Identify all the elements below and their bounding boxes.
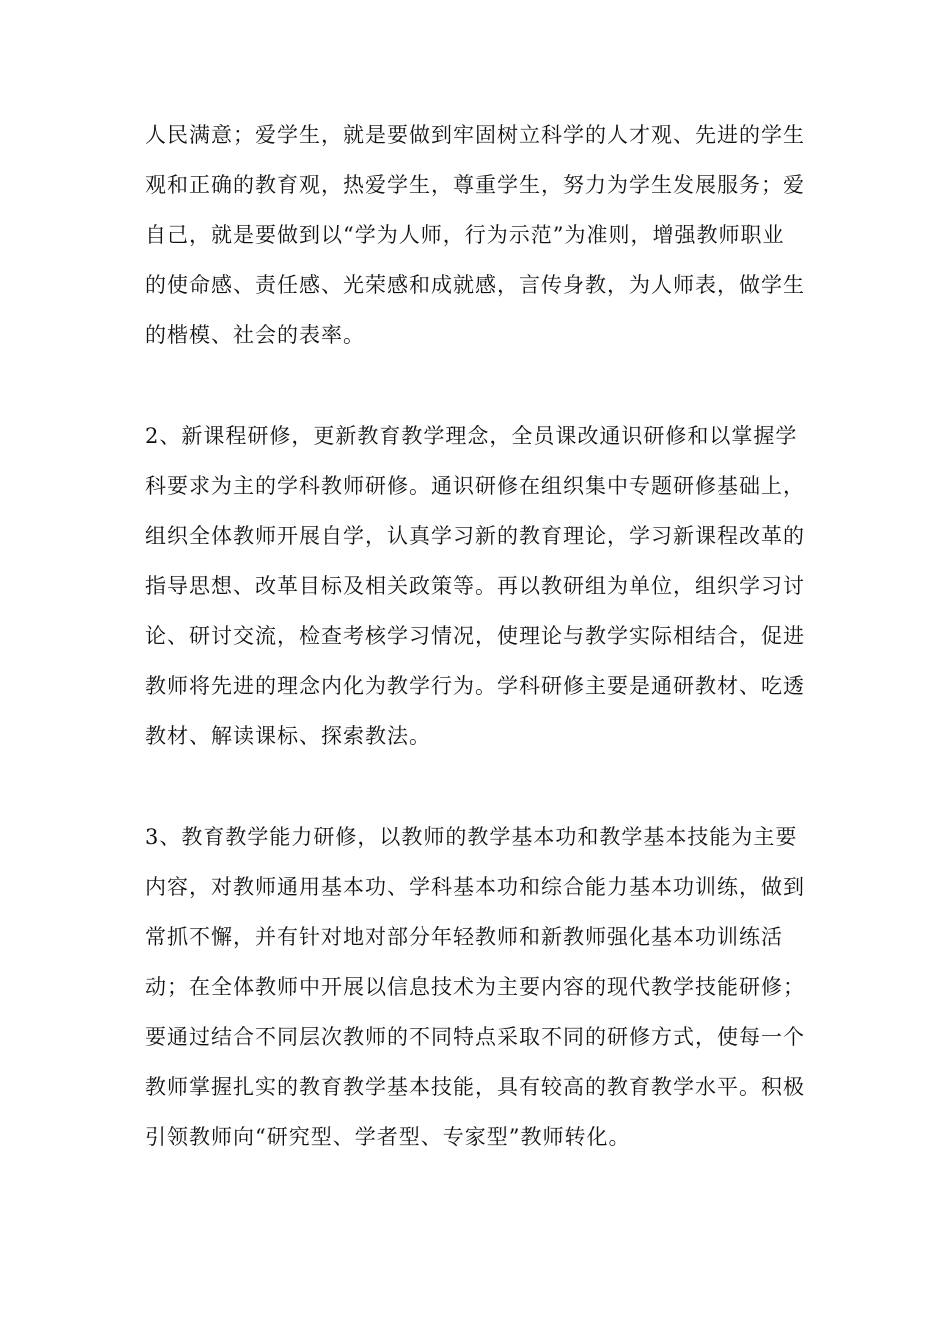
text-line: 论、研讨交流，检查考核学习情况，使理论与教学实际相结合，促进: [145, 624, 805, 648]
text-line: 教师将先进的理念内化为教学行为。学科研修主要是通研教材、吃透: [145, 674, 805, 698]
text-line: 常抓不懈，并有针对地对部分年轻教师和新教师强化基本功训练活: [145, 925, 783, 949]
paragraph-teaching-ability: [145, 812, 810, 1162]
text-line: 人民满意；爱学生，就是要做到牢固树立科学的人才观、先进的学生: [145, 123, 805, 147]
text-line: 观和正确的教育观，热爱学生，尊重学生，努力为学生发展服务；爱: [145, 173, 805, 197]
text-line: 科要求为主的学科教师研修。通识研修在组织集中专题研修基础上，: [145, 474, 805, 498]
text-line: 组织全体教师开展自学，认真学习新的教育理论，学习新课程改革的: [145, 524, 805, 548]
text-line: 3、教育教学能力研修，以教师的教学基本功和教学基本技能为主要: [145, 825, 798, 849]
text-line: 自己，就是要做到以“学为人师，行为示范”为准则，增强教师职业: [145, 223, 785, 247]
text-line: 要通过结合不同层次教师的不同特点采取不同的研修方式，使每一个: [145, 1025, 805, 1049]
paragraph-values: [145, 110, 810, 360]
text-line: 内容，对教师通用基本功、学科基本功和综合能力基本功训练，做到: [145, 875, 805, 899]
text-line: 的楷模、社会的表率。: [145, 323, 365, 347]
paragraph-new-curriculum: [145, 411, 810, 761]
text-line: 教师掌握扎实的教育教学基本技能，具有较高的教育教学水平。积极: [145, 1075, 805, 1099]
text-line: 教材、解读课标、探索教法。: [145, 724, 431, 748]
text-line: 的使命感、责任感、光荣感和成就感，言传身教，为人师表，做学生: [145, 273, 805, 297]
text-line: 动；在全体教师中开展以信息技术为主要内容的现代教学技能研修；: [145, 975, 805, 999]
text-line: 指导思想、改革目标及相关政策等。再以教研组为单位，组织学习讨: [145, 574, 805, 598]
text-line: 2、新课程研修，更新教育教学理念，全员课改通识研修和以掌握学: [145, 424, 798, 448]
text-line: 引领教师向“研究型、学者型、专家型”教师转化。: [145, 1125, 631, 1149]
